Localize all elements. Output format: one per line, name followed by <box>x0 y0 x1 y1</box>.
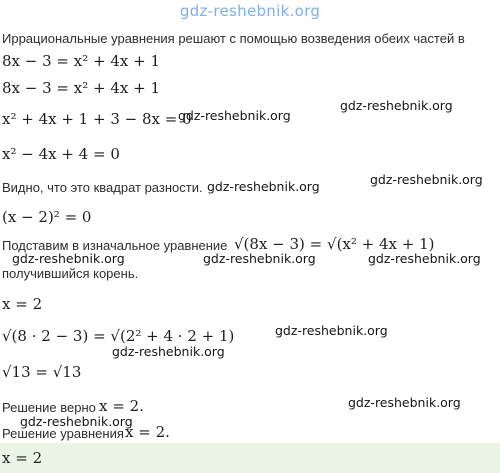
watermark-3: gdz-reshebnik.org <box>207 179 320 194</box>
note-square-text: Видно, что это квадрат разности. <box>2 180 203 195</box>
watermark-4: gdz-reshebnik.org <box>370 172 483 187</box>
header-watermark: gdz-reshebnik.org <box>179 2 321 20</box>
intro-text: Иррациональные уравнения решают с помощью возведения обеих частей в <box>2 31 465 46</box>
watermark-11: gdz-reshebnik.org <box>20 414 133 429</box>
solution-text: Решение уравнения <box>2 426 124 441</box>
equation-4: x² − 4x + 4 = 0 <box>2 145 120 163</box>
watermark-2: gdz-reshebnik.org <box>340 98 453 113</box>
watermark-8: gdz-reshebnik.org <box>275 323 388 338</box>
watermark-5: gdz-reshebnik.org <box>12 251 125 266</box>
substitute-text: Подставим в изначальное уравнение <box>2 238 228 253</box>
answer-box <box>0 443 500 473</box>
check-value: x = 2. <box>99 397 144 415</box>
check-text: Решение верно <box>2 400 96 415</box>
equation-7: √(8 · 2 − 3) = √(2² + 4 · 2 + 1) <box>2 327 235 345</box>
watermark-9: gdz-reshebnik.org <box>112 344 225 359</box>
equation-6: x = 2 <box>2 295 43 313</box>
equation-5: (x − 2)² = 0 <box>2 208 92 226</box>
solution-value: x = 2. <box>125 423 170 441</box>
watermark-10: gdz-reshebnik.org <box>348 395 461 410</box>
equation-2: 8x − 3 = x² + 4x + 1 <box>2 79 160 97</box>
watermark-1: gdz-reshebnik.org <box>178 108 291 123</box>
equation-1: 8x − 3 = x² + 4x + 1 <box>2 52 160 70</box>
equation-8: √13 = √13 <box>2 363 82 381</box>
answer-value: x = 2 <box>2 449 43 467</box>
root-text: получившийся корень. <box>2 266 139 281</box>
watermark-6: gdz-reshebnik.org <box>203 251 316 266</box>
substitute-equation: √(8x − 3) = √(x² + 4x + 1) <box>234 235 435 253</box>
equation-3: x² + 4x + 1 + 3 − 8x = 0 <box>2 110 192 128</box>
watermark-7: gdz-reshebnik.org <box>368 251 481 266</box>
